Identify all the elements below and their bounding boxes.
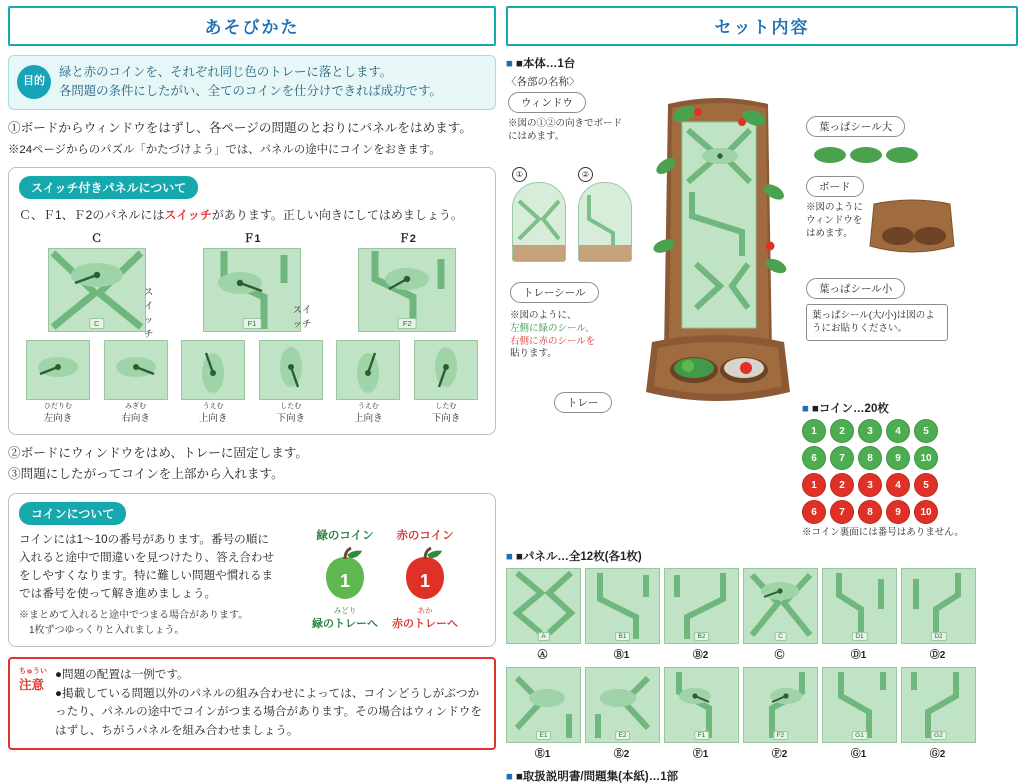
step-3: ③問題にしたがってコインを上部から入れます。 (8, 467, 284, 482)
panel-tile-9 (743, 667, 818, 743)
coin-info-body: コインには1～10の番号があります。番号の順に入れると途中で間違いを見つけたり、答え合わせをしやすくなります。特に難しい問題や慣れるまでは番号を使って解き進めましょう。 (19, 533, 275, 601)
coin-red-6: 6 (802, 500, 826, 524)
panel-tile-c (48, 248, 146, 332)
direction-caption-5 (411, 403, 481, 424)
panel-tile-c-badge: C (89, 318, 104, 329)
switch-panel-box (8, 167, 496, 435)
direction-label-1: 右向き (121, 413, 150, 425)
window-piece-2-art (579, 183, 631, 261)
panel-caption-8: Ⓕ1 (692, 748, 709, 760)
right-section-title (506, 6, 1018, 46)
parts-head: 〈各部の名称〉 (506, 76, 580, 88)
window-mark-1-text: ① (512, 167, 527, 182)
coin-row-red-2 (802, 500, 1014, 524)
step-1: ①ボードからウィンドウをはずし、各ページの問題のとおりにパネルをはめます。 (8, 121, 472, 136)
tray-seal-notes (510, 310, 628, 361)
direction-label-0: 左向き (43, 413, 73, 425)
tray-seal-note-1: ※図のように、 (510, 310, 577, 321)
step-2: ②ボードにウィンドウをはめ、トレーに固定します。 (8, 446, 308, 461)
red-apple-icon (396, 547, 454, 603)
panel-caption-11: Ⓖ2 (929, 748, 946, 760)
caution-label-text: 注意 (19, 678, 45, 693)
panel-tile-4 (822, 568, 897, 644)
coin-green-1: 1 (802, 419, 826, 443)
switch-callout-2: スイッチ (292, 305, 312, 331)
panel-tile-7-badge: E2 (615, 731, 631, 740)
toy-illustration (638, 96, 798, 416)
coin-green-6: 6 (802, 446, 826, 470)
direction-row (19, 340, 485, 424)
direction-label-3: 下向き (276, 413, 306, 425)
purpose-box (8, 55, 496, 110)
panel-caption-2: Ⓑ2 (692, 649, 709, 661)
panel-tile-2-badge: B2 (694, 632, 710, 641)
panel-grid (506, 568, 1018, 760)
step-1-note: ※24ページからのパズル「かたづけよう」では、パネルの途中にコインをおきます。 (8, 144, 441, 157)
direction-item-3 (256, 340, 326, 424)
board-label-wrap (806, 176, 864, 197)
green-apple-icon (316, 547, 374, 603)
direction-ruby-1: みぎむ (125, 403, 147, 411)
red-coin-head: 赤のコイン (396, 530, 454, 543)
caution-item-1: ●掲載している問題以外のパネルの組み合わせによっては、コインどうしがぶつかったり、パネルの途中でコインがつまる場合があります。その場合はウィンドウをはずし、ちがうパネルを組み合わせましょう。 (55, 686, 482, 737)
switch-panel-row (19, 230, 485, 341)
direction-caption-2 (178, 403, 248, 424)
coin-row-red-1 (802, 473, 1014, 497)
switch-note-post: があります。正しい向きにしてはめましょう。 (211, 208, 463, 223)
switch-panel-tag: スイッチ付きパネルについて (19, 176, 198, 199)
panel-item-10 (822, 667, 895, 760)
panel-tile-11-badge: G2 (930, 731, 947, 740)
green-coin-foot (312, 607, 378, 631)
panel-tile-1 (585, 568, 660, 644)
caution-label (19, 666, 47, 740)
coin-red-2: 2 (830, 473, 854, 497)
panel-tile-3 (743, 568, 818, 644)
svg-text:1: 1 (339, 571, 351, 592)
direction-caption-0 (23, 403, 93, 424)
panel-tile-10-badge: G1 (851, 731, 868, 740)
tray-seal-note-2: 左側に緑のシール、 (510, 322, 595, 334)
coin-green-9: 9 (886, 446, 910, 470)
board-art (864, 196, 960, 270)
red-coin-foot-ruby: あか (417, 606, 433, 616)
switch-panel-f2 (347, 230, 467, 332)
panel-caption-6: Ⓔ1 (534, 748, 551, 760)
direction-ruby-4: うえむ (357, 403, 379, 411)
direction-item-5 (411, 340, 481, 424)
caution-item-0: ●問題の配置は一例です。 (55, 668, 189, 682)
coin-info-note-2: 1枚ずつゆっくりと入れましょう。 (19, 624, 185, 636)
panel-tile-f1 (203, 248, 301, 332)
direction-tile-5 (414, 340, 478, 400)
green-coin-graphic (316, 547, 374, 603)
direction-ruby-2: うえむ (202, 403, 224, 411)
coins-foot: ※コイン裏面には番号はありません。 (802, 527, 964, 538)
panel-item-7 (585, 667, 658, 760)
panel-tile-11 (901, 667, 976, 743)
coin-red-4: 4 (886, 473, 910, 497)
coin-info-box (8, 493, 496, 647)
leaf-note: 葉っぱシール(大/小)は図のようにお貼りください。 (806, 304, 948, 341)
switch-panel-f2-label: Ｆ2 (398, 233, 416, 246)
purpose-line-1: 緑と赤のコインを、それぞれ同じ色のトレーに落とします。 (59, 65, 393, 79)
caution-body (55, 666, 485, 740)
right-section-title-text: セット内容 (714, 18, 810, 37)
panel-tile-f1-badge: F1 (243, 318, 262, 329)
tray-seal-label: トレーシール (510, 282, 599, 303)
coin-info-left (19, 525, 285, 638)
coin-green-7: 7 (830, 446, 854, 470)
leaf-big-label-wrap (806, 116, 905, 137)
panel-tile-f2 (358, 248, 456, 332)
red-coin-foot-label: 赤のトレーへ (392, 617, 458, 630)
panel-tile-6 (506, 667, 581, 743)
window-mark-2 (578, 164, 593, 182)
coin-grid (802, 419, 1014, 540)
switch-panel-note (19, 206, 485, 224)
green-coin-col (312, 527, 378, 638)
direction-tile-1 (104, 340, 168, 400)
left-column (8, 6, 496, 737)
panel-tile-5 (901, 568, 976, 644)
panel-item-9 (743, 667, 816, 760)
coin-red-3: 3 (858, 473, 882, 497)
purpose-line-2: 各問題の条件にしたがい、全てのコインを仕分けできれば成功です。 (59, 84, 442, 99)
switch-panel-c (37, 230, 157, 341)
coin-green-10: 10 (914, 446, 938, 470)
panel-caption-3: Ⓒ (774, 649, 785, 661)
right-column (506, 6, 1018, 783)
panel-tile-5-badge: D2 (930, 632, 946, 641)
window-piece-2 (578, 182, 632, 262)
direction-label-2: 上向き (198, 413, 228, 425)
tray-seal-note-4: 貼ります。 (510, 348, 557, 360)
panel-item-6 (506, 667, 579, 760)
coin-green-8: 8 (858, 446, 882, 470)
panel-item-0 (506, 568, 579, 661)
panel-caption-4: Ⓓ1 (850, 649, 867, 661)
body-head: ■ ■本体…1台 (506, 55, 1018, 71)
purpose-badge: 目的 (17, 65, 51, 99)
panel-item-1 (585, 568, 658, 661)
panels-head: ■ ■パネル…全12枚(各1枚) (506, 548, 1018, 564)
manual-head: ■ ■取扱説明書/問題集(本紙)…1部 (506, 768, 1018, 784)
direction-ruby-5: したむ (435, 403, 457, 411)
panel-tile-4-badge: D1 (851, 632, 867, 641)
panel-tile-10 (822, 667, 897, 743)
svg-text:1: 1 (419, 571, 431, 592)
panel-tile-8-badge: F1 (694, 731, 710, 740)
coin-red-8: 8 (858, 500, 882, 524)
switch-callout-1: スイッチ (143, 287, 154, 341)
direction-item-2 (178, 340, 248, 424)
direction-item-0 (23, 340, 93, 424)
panel-tile-2 (664, 568, 739, 644)
panel-caption-0: Ⓐ (537, 649, 548, 661)
board-note: ※図のようにウィンドウをはめます。 (806, 202, 864, 239)
panel-item-4 (822, 568, 895, 661)
green-coin-foot-label: 緑のトレーへ (312, 617, 378, 630)
coin-red-7: 7 (830, 500, 854, 524)
panel-caption-9: Ⓕ2 (771, 748, 788, 760)
direction-tile-0 (26, 340, 90, 400)
purpose-text (59, 63, 442, 101)
direction-caption-1 (101, 403, 171, 424)
switch-panel-c-label: Ｃ (91, 233, 103, 246)
caution-ruby: ちゅうい (19, 668, 47, 676)
direction-caption-4 (333, 403, 403, 424)
coin-green-3: 3 (858, 419, 882, 443)
coin-green-5: 5 (914, 419, 938, 443)
red-coin-foot (392, 607, 458, 631)
window-label: ウィンドウ (508, 92, 586, 113)
tray-label-wrap (554, 392, 612, 413)
window-label-wrap (508, 92, 586, 113)
leaf-note-box (806, 304, 948, 341)
coin-green-4: 4 (886, 419, 910, 443)
direction-label-4: 上向き (354, 413, 383, 425)
panel-item-3 (743, 568, 816, 661)
panel-tile-1-badge: B1 (615, 632, 631, 641)
window-mark-2-text: ② (578, 167, 593, 182)
coin-info-note-1: ※まとめて入れると途中でつまる場合があります。 (19, 610, 249, 622)
panel-item-5 (901, 568, 974, 661)
panel-item-8 (664, 667, 737, 760)
red-coin-col (392, 527, 458, 638)
panel-tile-7 (585, 667, 660, 743)
direction-tile-2 (181, 340, 245, 400)
coin-green-2: 2 (830, 419, 854, 443)
direction-label-5: 下向き (431, 413, 461, 425)
panel-tile-0-badge: A (537, 632, 549, 641)
panel-tile-0 (506, 568, 581, 644)
switch-panel-f1-label: Ｆ1 (243, 233, 261, 246)
caution-box (8, 657, 496, 750)
coin-red-9: 9 (886, 500, 910, 524)
tray-seal-label-wrap (510, 282, 599, 303)
direction-ruby-0: ひだりむ (44, 403, 72, 411)
coins-head: ■ ■コイン…20枚 (802, 400, 1012, 416)
window-piece-1 (512, 182, 566, 262)
direction-item-4 (333, 340, 403, 424)
window-piece-1-art (513, 183, 565, 261)
leaf-big-label: 葉っぱシール大 (806, 116, 905, 137)
window-mark-1 (512, 164, 527, 182)
coin-red-10: 10 (914, 500, 938, 524)
panel-item-2 (664, 568, 737, 661)
leaf-big-art (806, 142, 926, 168)
panel-tile-6-badge: E1 (536, 731, 552, 740)
switch-note-pre: Ｃ、Ｆ1、Ｆ2のパネルには (19, 208, 165, 223)
direction-item-1 (101, 340, 171, 424)
board-label: ボード (806, 176, 864, 197)
panel-caption-1: Ⓑ1 (613, 649, 630, 661)
window-note: ※図の①②の向きでボードにはめます。 (508, 118, 623, 142)
green-coin-head: 緑のコイン (316, 530, 374, 543)
coin-row-green-2 (802, 446, 1014, 470)
tray-label: トレー (554, 392, 612, 413)
leaf-small-label: 葉っぱシール小 (806, 278, 905, 299)
direction-tile-4 (336, 340, 400, 400)
switch-note-red: スイッチ (164, 208, 212, 223)
green-coin-foot-ruby: みどり (333, 606, 357, 616)
panel-tile-f2-badge: F2 (398, 318, 417, 329)
panel-caption-5: Ⓓ2 (929, 649, 946, 661)
panel-caption-7: Ⓔ2 (613, 748, 630, 760)
direction-ruby-3: したむ (280, 403, 302, 411)
toy-art (638, 96, 798, 416)
left-section-title: あそびかた (8, 6, 496, 46)
panel-tile-3-badge: C (774, 632, 787, 641)
direction-tile-3 (259, 340, 323, 400)
panel-tile-8 (664, 667, 739, 743)
panel-item-11 (901, 667, 974, 760)
leaf-small-label-wrap (806, 278, 905, 299)
coin-info-tag: コインについて (19, 502, 126, 525)
toy-diagram-area (506, 92, 1018, 422)
panel-caption-10: Ⓖ1 (850, 748, 867, 760)
coin-info-right (285, 525, 485, 638)
coin-red-1: 1 (802, 473, 826, 497)
panel-tile-9-badge: F2 (773, 731, 789, 740)
red-coin-graphic (396, 547, 454, 603)
tray-seal-note-3: 右側に赤のシールを (510, 335, 596, 347)
coin-info-flex (19, 525, 485, 638)
switch-panel-f1 (192, 230, 312, 332)
coin-row-green-1 (802, 419, 1014, 443)
coin-red-5: 5 (914, 473, 938, 497)
direction-caption-3 (256, 403, 326, 424)
